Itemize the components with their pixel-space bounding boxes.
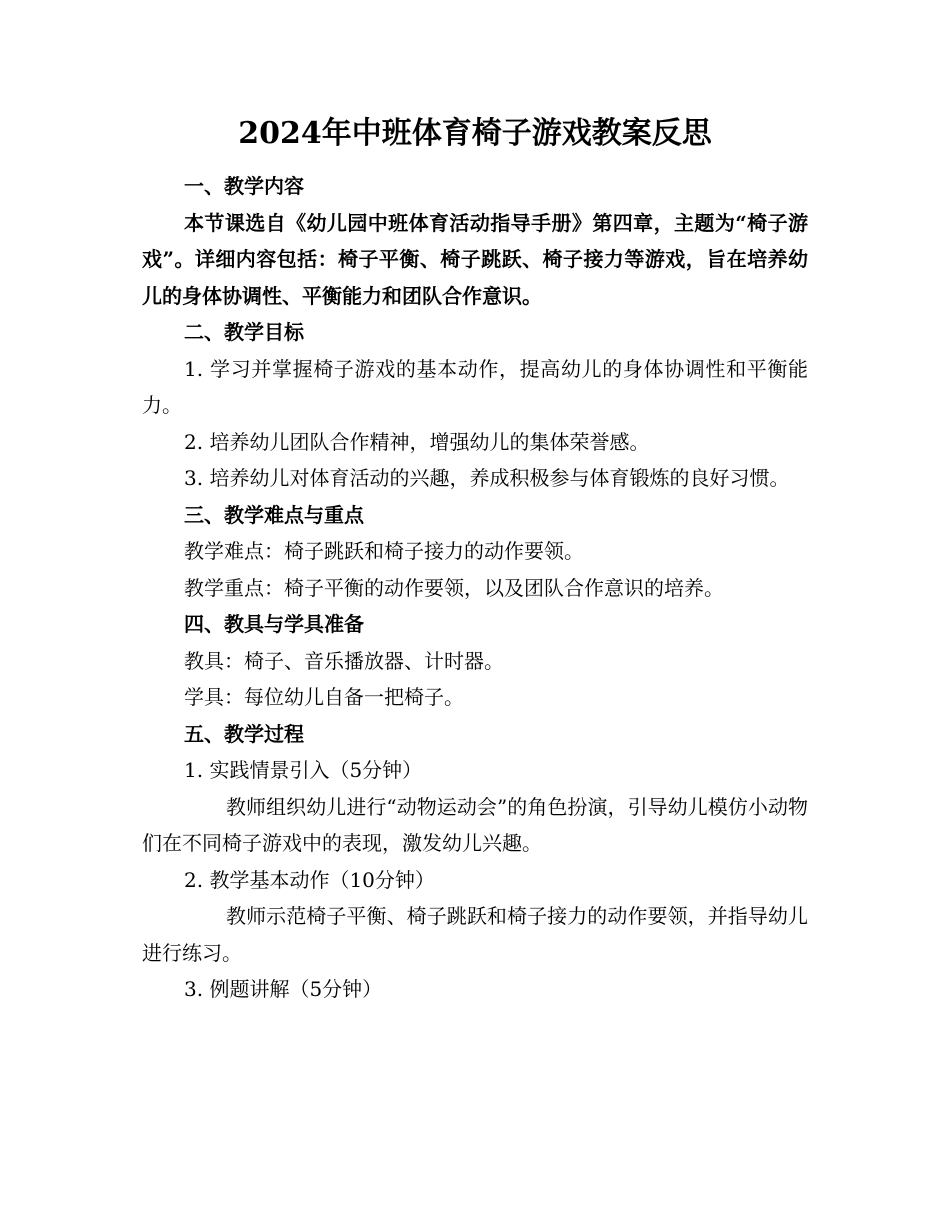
goal-item-1: 1. 学习并掌握椅子游戏的基本动作，提高幼儿的身体协调性和平衡能力。 — [142, 356, 808, 417]
teacher-materials-text: 教具：椅子、音乐播放器、计时器。 — [184, 648, 504, 673]
section-heading-content: 一、教学内容 — [184, 174, 304, 198]
process-step-2-description: 教师示范椅子平衡、椅子跳跃和椅子接力的动作要领，并指导幼儿进行练习。 — [142, 904, 808, 965]
section-heading-key-points: 三、教学难点与重点 — [184, 502, 364, 527]
difficulty-text: 教学难点：椅子跳跃和椅子接力的动作要领。 — [184, 539, 584, 563]
goal-item-3: 3. 培养幼儿对体育活动的兴趣，养成积极参与体育锻炼的良好习惯。 — [184, 466, 790, 490]
focus-text: 教学重点：椅子平衡的动作要领，以及团队合作意识的培养。 — [184, 575, 724, 600]
process-step-1: 1. 实践情景引入（5分钟） — [184, 758, 423, 782]
process-step-2: 2. 教学基本动作（10分钟） — [184, 867, 435, 892]
document-page — [142, 112, 808, 1008]
document-title: 2024年中班体育椅子游戏教案反思 — [238, 116, 712, 151]
goal-item-2: 2. 培养幼儿团队合作精神，增强幼儿的集体荣誉感。 — [184, 429, 650, 454]
section-heading-process: 五、教学过程 — [184, 721, 304, 746]
section-paragraph-content: 本节课选自《幼儿园中班体育活动指导手册》第四章，主题为“椅子游戏”。详细内容包括：椅子平衡、椅子跳跃、椅子接力等游戏，旨在培养幼儿的身体协调性、平衡能力和团队合作意识。 — [142, 210, 808, 308]
section-heading-goals: 二、教学目标 — [184, 320, 304, 344]
process-step-3: 3. 例题讲解（5分钟） — [184, 977, 383, 1001]
student-materials-text: 学具：每位幼儿自备一把椅子。 — [184, 685, 464, 709]
section-heading-materials: 四、教具与学具准备 — [184, 612, 364, 636]
process-step-1-description: 教师组织幼儿进行“动物运动会”的角色扮演，引导幼儿模仿小动物们在不同椅子游戏中的表现，激发幼儿兴趣。 — [142, 794, 808, 855]
